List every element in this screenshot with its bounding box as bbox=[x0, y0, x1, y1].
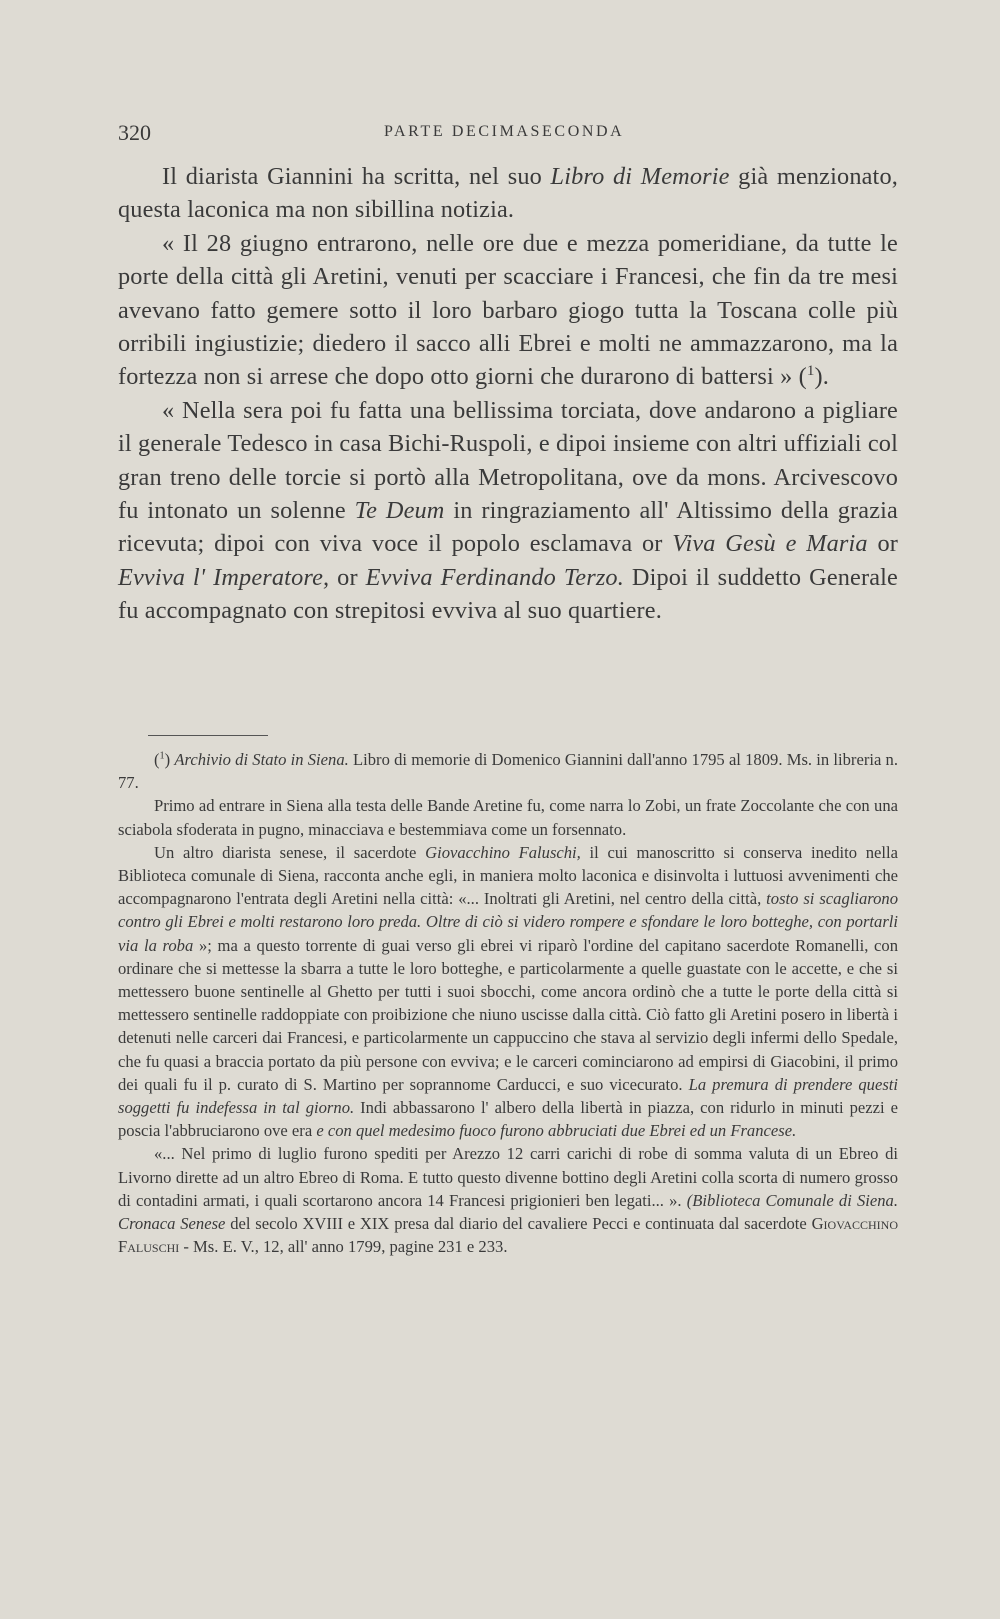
text-run: il cui manoscritto si conserva inedito nella Biblioteca comunale di Siena, racconta anche egli, in maniera molto laconica e disinvolta i luttuosi avvenimenti che accompagnarono l'entrata degli Aretini nella città: «... Inoltrati gli Aretini, nel centro della città, bbox=[118, 842, 898, 909]
text-run: «... Nel primo di luglio furono spediti per Arezzo 12 carri carichi di robe di somma valuta di un Ebreo di Livorno dirette ad un altro Ebreo di Roma. E tutto questo divenne bottino degli Aretini colla scorta di numero grosso di contadini armati, i quali scortarono ancora 14 Francesi prigionieri ben legati... ». bbox=[118, 1144, 898, 1210]
text-run: « Il 28 giugno entrarono, nelle ore due e mezza pomeridiane, da tutte le porte della città gli Aretini, venuti per scacciare i Francesi, che fin da tre mesi avevano fatto gemere sotto il loro barbaro giogo tutta la Toscana colle più orribili ingiustizie; diedero il sacco alli Ebrei e molti ne ammazzarono, ma la fortezza non si arrese che dopo otto giorni che durarono di battersi » ( bbox=[118, 229, 898, 391]
italic-text: tosto si scagliarono contro gli Ebrei e molti restarono loro preda. Oltre di ciò si videro rompere e sfondare le loro botteghe, con portarli via la roba bbox=[118, 889, 898, 955]
text-run: Il diarista Giannini ha scritta, nel suo bbox=[162, 163, 551, 190]
book-title: Libro di Memorie bbox=[550, 163, 730, 190]
italic-text: La premura di prendere questi soggetti fu indefessa in tal giorno. bbox=[118, 1074, 898, 1118]
running-head: PARTE DECIMASECONDA bbox=[384, 123, 625, 140]
footnotes bbox=[118, 748, 898, 1258]
italic-text: e con quel medesimo fuoco furono abbruciati due Ebrei ed un Francese. bbox=[316, 1121, 797, 1141]
italic-text: Te Deum bbox=[354, 497, 445, 525]
text-run: Indi abbassarono l' albero della libertà in piazza, con ridurlo in minuti pezzi e poscia l'abbruciarono ove era bbox=[118, 1098, 899, 1141]
paragraph-2 bbox=[118, 227, 898, 394]
footnote-marker: 1 bbox=[159, 750, 165, 762]
footnote-paragraph-4 bbox=[118, 1142, 898, 1258]
italic-text: Evviva l' Imperatore, bbox=[118, 563, 330, 591]
text-run: Dipoi il suddetto Generale fu accompagnato con strepitosi evviva al suo quartiere. bbox=[118, 563, 898, 625]
text-run: Primo ad entrare in Siena alla testa delle Bande Aretine fu, come narra lo Zobi, un frate Zoccolante che con una sciabola sfoderata in pugno, minacciava e bestemmiava come un forsennato. bbox=[118, 796, 898, 839]
paragraph-1 bbox=[118, 160, 898, 227]
italic-text: Giovacchino Faluschi, bbox=[425, 842, 581, 862]
text-run: del secolo XVIII e XIX presa dal diario del cavaliere Pecci e continuata dal sacerdote bbox=[225, 1214, 812, 1234]
italic-text: (Biblioteca Comunale di Siena. Cronaca Senese bbox=[118, 1190, 898, 1234]
text-run: or bbox=[867, 530, 898, 558]
text-run: »; ma a questo torrente di guai verso gli ebrei vi riparò l'ordine del capitano sacerdote Romanelli, con ordinare che si mettesse la sbarra a tutte le loro botteghe, e particolarmente a quelle guastate con le accette, e che si mettessero buone sentinelle al Ghetto per tutti i suoi sbocchi, come ancora ordinò che a tutte le porte della città si mettessero sentinelle raddoppiate con proibizione che niuno uscisse dalla città. Ciò fatto gli Aretini posero in libertà i detenuti nelle carceri dai Francesi, e particolarmente un cappuccino che stava al servizio degli infermi dello Spedale, che fu quasi a braccia portato da più persone con evviva; e le carceri cominciarono ad empirsi di Giacobini, il primo dei quali fu il p. curato di S. Martino per soprannome Carducci, e suo vicecurato. bbox=[118, 935, 898, 1094]
page-header bbox=[118, 120, 898, 150]
main-text bbox=[118, 160, 898, 628]
author-name: Giovacchino Faluschi bbox=[118, 1214, 898, 1257]
text-run: « Nella sera poi fu fatta una bellissima torciata, dove andarono a pigliare il generale Tedesco in casa Bichi-Ruspoli, e dipoi insieme con altri uffiziali col gran treno delle torcie si portò alla Metropolitana, ove da mons. Arcivescovo fu intonato un solenne bbox=[118, 396, 898, 525]
page-number: 320 bbox=[118, 120, 151, 145]
footnote-paragraph-3 bbox=[118, 841, 898, 1143]
italic-text: Archivio di Stato in Siena. bbox=[174, 750, 349, 769]
text-run: Un altro diarista senese, il sacerdote bbox=[154, 842, 426, 862]
text-run: - Ms. E. V., 12, all' anno 1799, pagine 231 e 233. bbox=[179, 1237, 508, 1257]
text-run: Libro di memorie di Domenico Giannini dall'anno 1795 al 1809. Ms. in libreria n. 77. bbox=[118, 750, 898, 793]
italic-text: Viva Gesù e Maria bbox=[672, 530, 868, 558]
text-run: or bbox=[329, 563, 366, 591]
text-run: in ringraziamento all' Altissimo della grazia ricevuta; dipoi con viva voce il popolo esclamava or bbox=[118, 497, 898, 558]
footnote-paragraph-2 bbox=[118, 794, 898, 840]
footnote-ref[interactable]: 1 bbox=[806, 363, 815, 380]
text-run: già menzionato, questa laconica ma non sibillina notizia. bbox=[118, 163, 898, 224]
footnote-1: ($^1$) Archivio di Stato in Siena. Libro di memorie di Domenico Giannini dall'anno 1795 al 1809. Ms. in libreria n. 77. bbox=[118, 750, 898, 793]
footnote-divider bbox=[148, 735, 268, 736]
paragraph-3 bbox=[118, 394, 898, 628]
italic-text: Evviva Ferdinando Terzo. bbox=[365, 563, 624, 591]
text-run: ). bbox=[814, 363, 830, 391]
